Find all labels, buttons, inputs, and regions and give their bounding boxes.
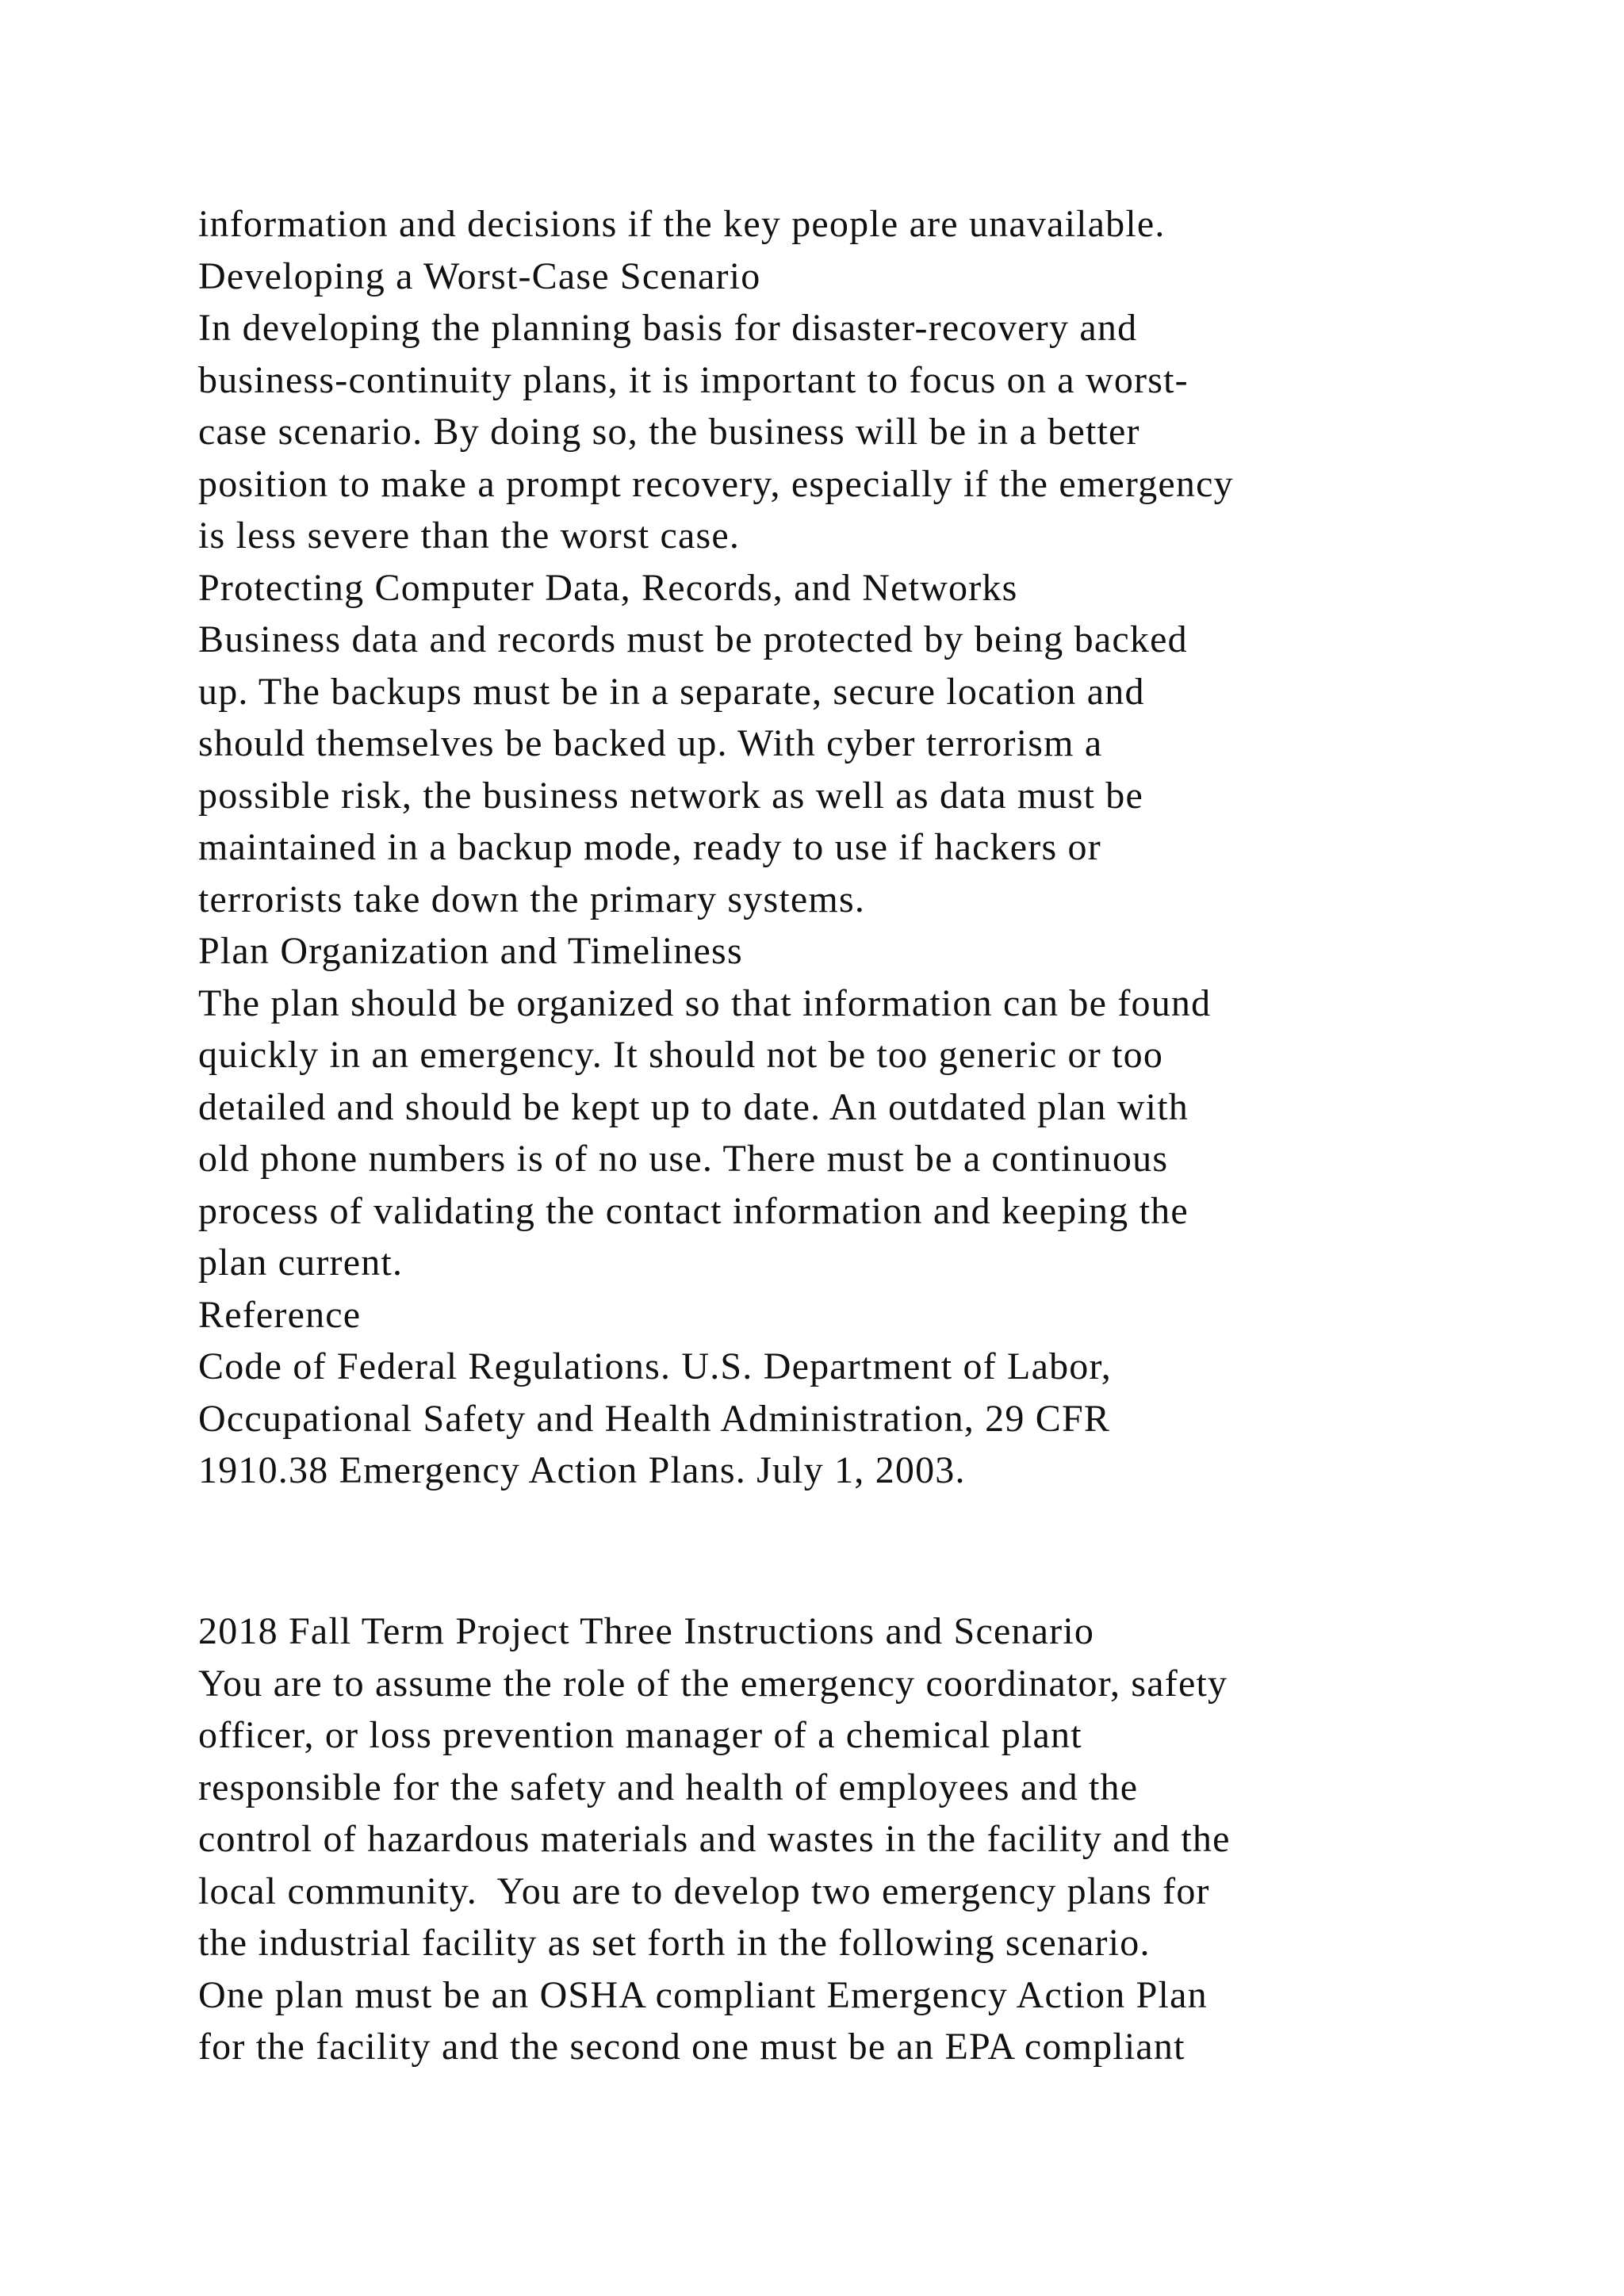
text-line: control of hazardous materials and wastes in the facility and the (198, 1818, 1231, 1860)
text-line: the industrial facility as set forth in the following scenario. (198, 1922, 1151, 1964)
reference-line: 1910.38 Emergency Action Plans. July 1, 2003. (198, 1449, 966, 1491)
text-line: business-continuity plans, it is important to focus on a worst- (198, 358, 1189, 401)
text-line: maintained in a backup mode, ready to use if hackers or (198, 826, 1101, 868)
text-line: responsible for the safety and health of employees and the (198, 1766, 1139, 1808)
reference-line: Code of Federal Regulations. U.S. Department of Labor, (198, 1345, 1112, 1387)
reference-line: Occupational Safety and Health Administration, 29 CFR (198, 1397, 1111, 1440)
text-line: Business data and records must be protected by being backed (198, 618, 1188, 660)
text-line: In developing the planning basis for disaster-recovery and (198, 307, 1138, 349)
section-heading-plan-organization: Plan Organization and Timeliness (198, 930, 743, 972)
text-line: possible risk, the business network as well as data must be (198, 774, 1143, 817)
text-line: should themselves be backed up. With cyber terrorism a (198, 722, 1103, 764)
section-heading-worst-case: Developing a Worst-Case Scenario (198, 254, 761, 297)
text-line: is less severe than the worst case. (198, 515, 741, 557)
text-line: You are to assume the role of the emergency coordinator, safety (198, 1662, 1228, 1705)
text-line: case scenario. By doing so, the business will be in a better (198, 411, 1140, 453)
text-line: plan current. (198, 1242, 404, 1284)
text-line: officer, or loss prevention manager of a chemical plant (198, 1714, 1082, 1756)
text-line: The plan should be organized so that information can be found (198, 982, 1212, 1024)
text-line: position to make a prompt recovery, especially if the emergency (198, 462, 1234, 505)
section-heading-reference: Reference (198, 1293, 362, 1336)
text-line: detailed and should be kept up to date. An outdated plan with (198, 1085, 1189, 1128)
project-title: 2018 Fall Term Project Three Instructions and Scenario (198, 1610, 1095, 1652)
text-line: old phone numbers is of no use. There must be a continuous (198, 1138, 1169, 1180)
text-line: information and decisions if the key people are unavailable. (198, 203, 1166, 245)
text-section-1 (198, 198, 1546, 1497)
section-heading-protecting-data: Protecting Computer Data, Records, and Networks (198, 566, 1018, 609)
text-line: process of validating the contact information and keeping the (198, 1189, 1189, 1232)
text-line: up. The backups must be in a separate, secure location and (198, 670, 1145, 713)
text-line: quickly in an emergency. It should not be too generic or too (198, 1034, 1164, 1076)
text-line: terrorists take down the primary systems. (198, 878, 866, 920)
text-line: One plan must be an OSHA compliant Emergency Action Plan (198, 1973, 1208, 2016)
text-line: local community. You are to develop two emergency plans for (198, 1869, 1210, 1912)
text-section-2 (198, 1605, 1546, 2073)
text-line: for the facility and the second one must be an EPA compliant (198, 2026, 1185, 2068)
